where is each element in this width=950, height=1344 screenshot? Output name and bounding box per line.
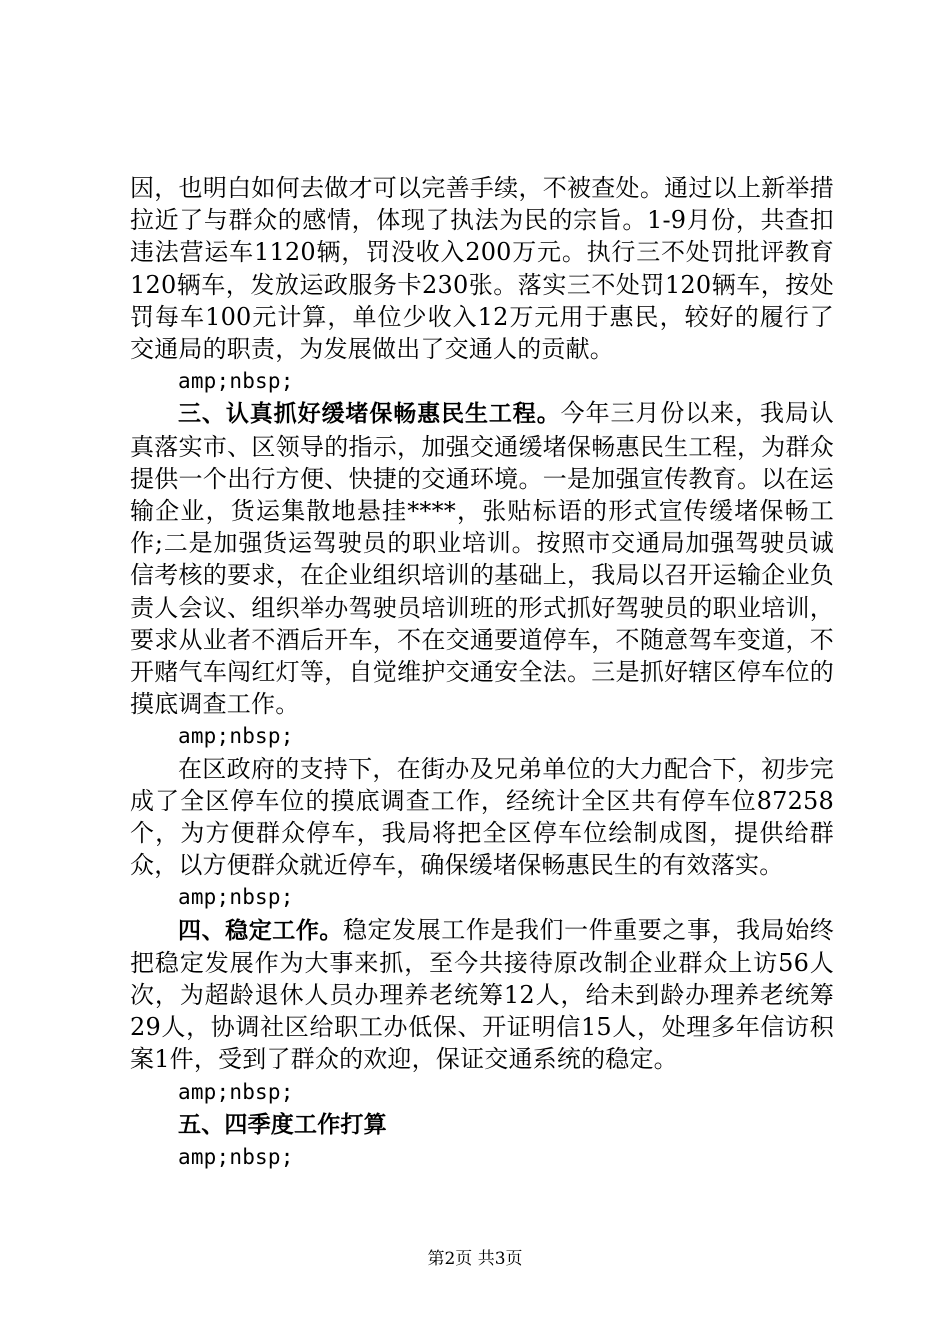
spacer-text: amp;nbsp; — [178, 369, 294, 394]
spacer-text: amp;nbsp; — [178, 1145, 294, 1170]
page-footer: 第2页 共3页 — [427, 1249, 523, 1269]
section-3-body: 今年三月份以来，我局认真落实市、区领导的指示，加强交通缓堵保畅惠民生工程，为群众提供一个出行方便、快捷的交通环境。一是加强宣传教育。以在运输企业，货运集散地悬挂****，张贴标语的形式宣传缓堵保畅工作;二是加强货运驾驶员的职业培训。按照市交通局加强驾驶员诚信考核的要求，在企业组织培训的基础上，我局以召开运输企业负责人会议、组织举办驾驶员培训班的形式抓好驾驶员的职业培训，要求从业者不酒后开车，不在交通要道停车，不随意驾车变道，不开赌气车闯红灯等，自觉维护交通安全法。三是抓好辖区停车位的摸底调查工作。 — [130, 399, 835, 719]
document-body — [130, 172, 834, 1173]
section-5-paragraph — [130, 1108, 834, 1141]
section-4-heading: 四、稳定工作。 — [178, 917, 343, 944]
spacer-text: amp;nbsp; — [178, 885, 294, 910]
paragraph-continuation: 因，也明白如何去做才可以完善手续，不被查处。通过以上新举措拉近了与群众的感情，体现了执法为民的宗旨。1-9月份，共查扣违法营运车1120辆，罚没收入200万元。执行三不处罚批评教育120辆车，发放运政服务卡230张。落实三不处罚120辆车，按处罚每车100元计算，单位少收入12万元用于惠民，较好的履行了交通局的职责，为发展做出了交通人的贡献。 — [130, 174, 834, 364]
section-3-heading: 三、认真抓好缓堵保畅惠民生工程。 — [178, 401, 561, 428]
spacer-text: amp;nbsp; — [178, 1079, 294, 1104]
section-5-heading: 五、四季度工作打算 — [178, 1111, 387, 1138]
section-3-paragraph — [130, 397, 834, 720]
section-4-body: 稳定发展工作是我们一件重要之事，我局始终把稳定发展作为大事来抓，至今共接待原改制企业群众上访56人次，为超龄退休人员办理养老统筹12人，给未到龄办理养老统筹29人，协调社区给职工办低保、开证明信15人，处理多年信访积案1件，受到了群众的欢迎，保证交通系统的稳定。 — [130, 915, 834, 1074]
parking-survey-paragraph: 在区政府的支持下，在街办及兄弟单位的大力配合下，初步完成了全区停车位的摸底调查工作，经统计全区共有停车位87258个，为方便群众停车，我局将把全区停车位绘制成图，提供给群众，以方便群众就近停车，确保缓堵保畅惠民生的有效落实。 — [130, 754, 834, 880]
section-4-paragraph — [130, 914, 834, 1076]
spacer-text: amp;nbsp; — [178, 724, 294, 749]
